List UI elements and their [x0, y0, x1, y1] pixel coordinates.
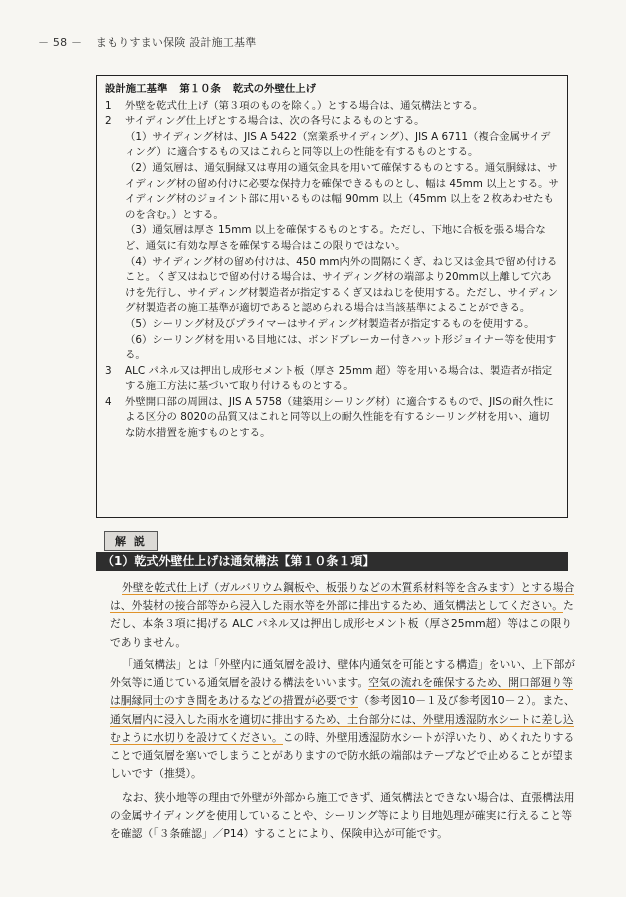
clause-text: ALC パネル又は押出し成形セメント板（厚さ 25mm 超）等を用いる場合は、製造者が指定する施工方法に基づいて取り付けるものとする。 [125, 364, 553, 393]
subclause-4: （4）サイディング材の留め付けは、450 mm内外の間隔にくぎ、ねじ又は金具で留め付けること。くぎ又はねじで留め付ける場合は、サイディング材の端部より20mm以上離して穴あけを先行し、サイディング材製造者が指定するくぎ又はねじを使用する。ただし、サイディング材製造者の施工基準が適切であると認められる場合は当該基準によることができる。 [125, 255, 559, 315]
paragraph-text: 「通気構法」とは「外壁内に通気層を設け、壁体内通気を可能とする構造」をいい、上下部が外気等に通じている通気層を設ける構法をいいます。 [110, 658, 576, 690]
clause-2 [105, 114, 559, 130]
highlight-text: 外壁を乾式仕上げ（ガルバリウム鋼板や、板張りなどの木質系材料等を含みます）とする場合は、外装材の接合部等から浸入した雨水等を外部に排出するため、通気構法としてください。 [110, 581, 575, 613]
box-title-label: 設計施工基準 [105, 83, 168, 95]
commentary-label: 解 説 [104, 531, 158, 551]
clause-number: 2 [105, 115, 112, 128]
clause-4 [105, 395, 559, 442]
box-title-subject: 乾式の外壁仕上げ [232, 83, 317, 95]
box-title [105, 82, 559, 98]
paragraph-text: （参考図10－１及び参考図10－２）。また、 [358, 694, 575, 708]
header-title: まもりすまい保険 設計施工基準 [95, 36, 257, 49]
subclause-6: （6）シーリング材を用いる目地には、ボンドブレーカー付きハット形ジョイナー等を使用する。 [125, 333, 557, 362]
paragraph-text: この時、外壁用透湿防水シートが浮いたり、めくれたりすることで通気層を塞いでしまうことがありますので防水紙の端部はテープなどで止めることが望ましいです（推奨）。 [110, 730, 575, 781]
subclause-5: （5）シーリング材及びプライマーはサイディング材製造者が指定するものを使用する。 [125, 317, 535, 330]
clause-number: 4 [105, 395, 112, 408]
paragraph-text: ただし、本条３項に掲げる ALC パネル又は押出し成形セメント板（厚さ25mm超）等はこの限りでありません。 [110, 599, 574, 649]
clause-text: 外壁を乾式仕上げ（第３項のものを除く。）とする場合は、通気構法とする。 [125, 99, 484, 112]
clause-number: 3 [105, 364, 112, 377]
clause-number: 1 [105, 99, 112, 112]
highlight-text: 通気層内に浸入した雨水を適切に排出するため、土台部分には、外壁用透湿防水シートに差し込むように水切りを設けてください。 [110, 712, 574, 744]
highlight-text: 空気の流れを確保するため、開口部廻り等は胴縁同士のすき間をあけるなどの措置が必要です [110, 676, 573, 708]
subclause-1: （1）サイディング材は、JIS A 5422（窯業系サイディング）、JIS A 6711（複合金属サイディング）に適合するもの又はこれらと同等以上の性能を有するものとする。 [125, 130, 551, 159]
clause-text: 外壁開口部の周囲は、JIS A 5758（建築用シーリング材）に適合するもので、JISの耐久性による区分の 8020の品質又はこれと同等以上の耐久性能を有するシーリング材を用い、適切な防水措置を施すものとする。 [125, 395, 554, 440]
standard-box [96, 75, 568, 518]
box-title-article: 第１０条 [179, 83, 221, 95]
page-number: － 58 － [38, 36, 83, 49]
clause-1 [105, 99, 559, 115]
subclause-3: （3）通気層は厚さ 15mm 以上を確保するものとする。ただし、下地に合板を張る場合など、通気に有効な厚さを確保する場合はこの限りではない。 [125, 224, 546, 252]
paragraph-2 [110, 656, 580, 783]
clause-text: サイディング仕上げとする場合は、次の各号によるものとする。 [125, 115, 425, 128]
clause-3 [105, 364, 559, 395]
subclause-2: （2）通気層は、通気胴縁又は専用の通気金具を用いて確保するものとする。通気胴縁は、サイディング材の留め付けに必要な保持力を確保できるものとし、幅は 45mm 以上とする。サイディング材のジョイント部に用いるものは幅 90mm 以上（45mm 以上を２枚あわせたものを含む。）とする。 [125, 161, 559, 221]
paragraph-1 [110, 579, 580, 652]
section-heading: （1）乾式外壁仕上げは通気構法【第１０条１項】 [96, 552, 568, 571]
paragraph-3: なお、狭小地等の理由で外壁が外部から施工できず、通気構法とできない場合は、直張構法用の金属サイディングを使用していることや、シーリング等により目地処理が確実に行えること等を確認（「３条確認」／P14）することにより、保険申込が可能です。 [110, 791, 575, 841]
page-header [38, 34, 256, 50]
